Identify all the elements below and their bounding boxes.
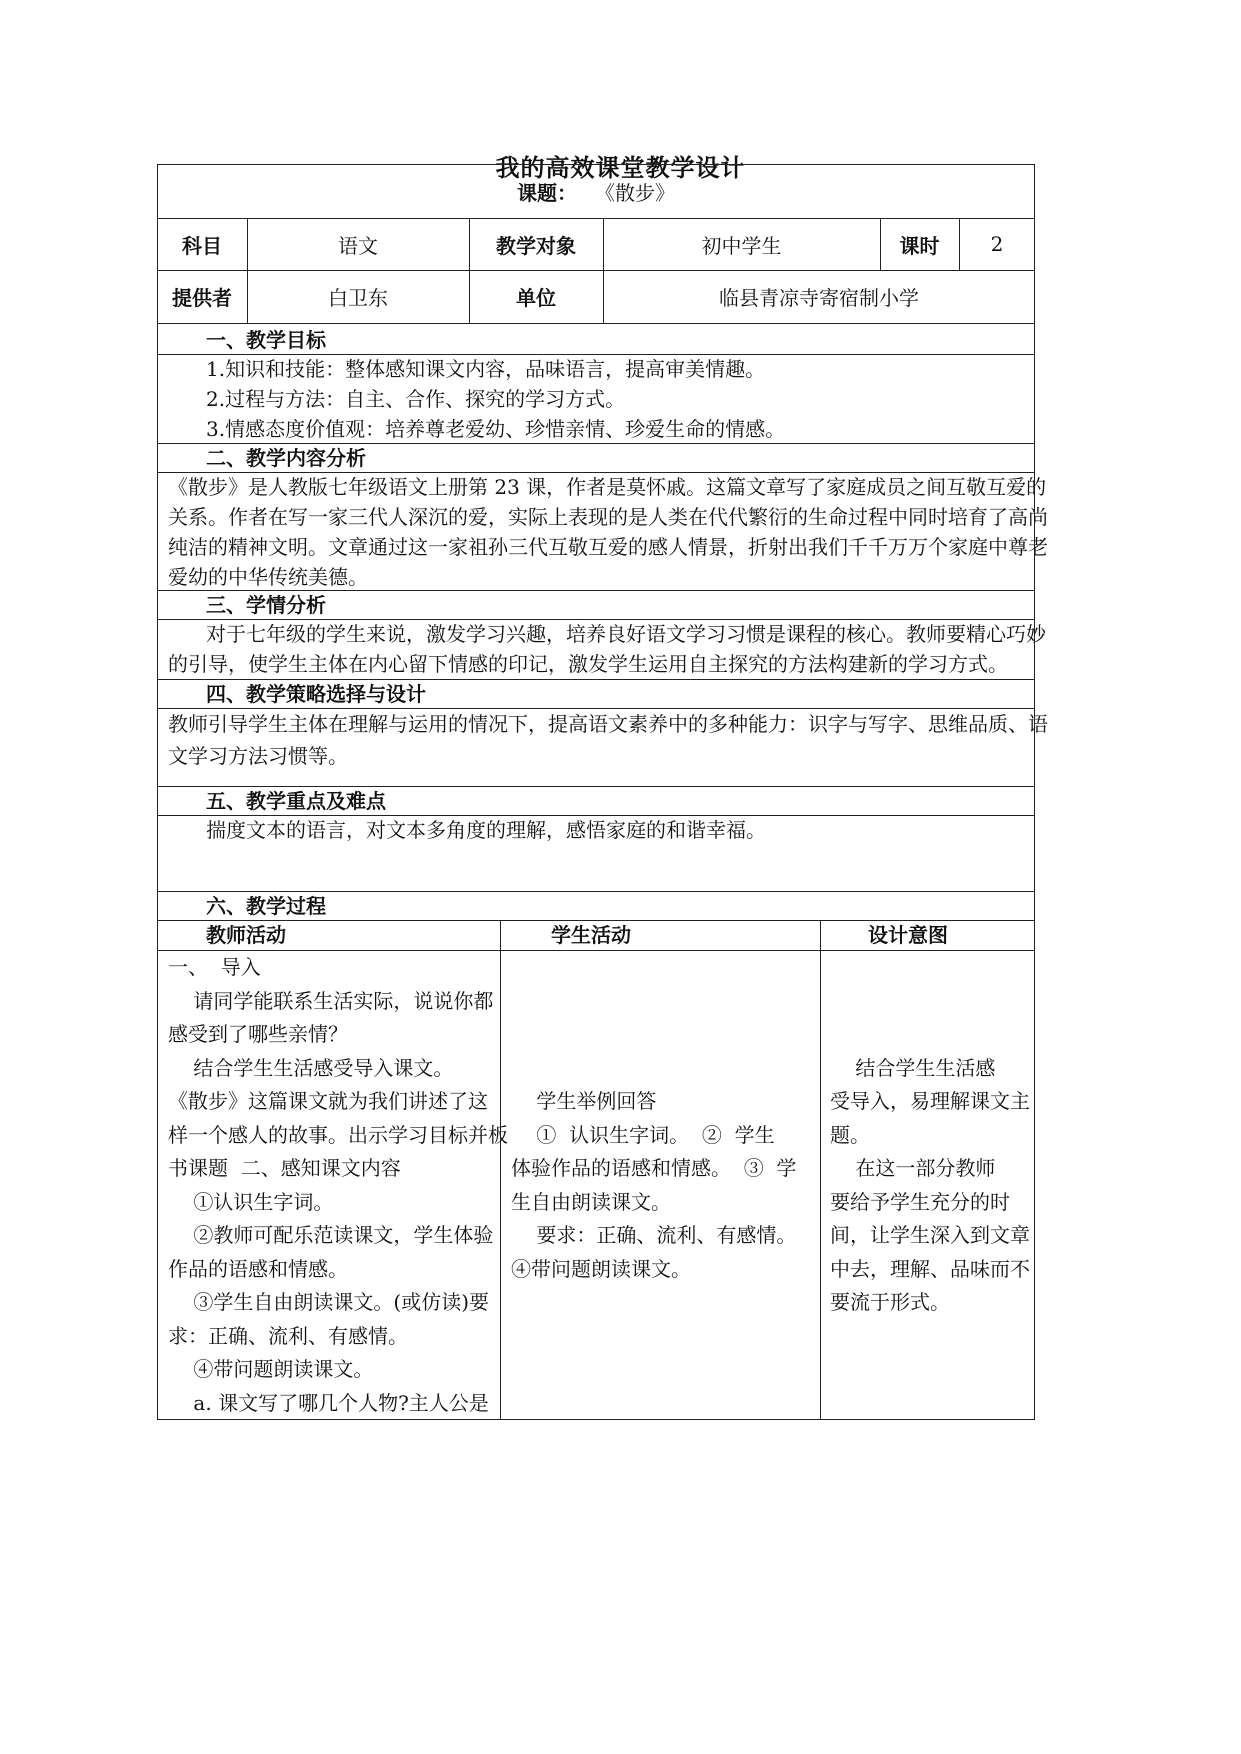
- process-line: [511, 1052, 816, 1086]
- process-line: 受导入，易理解课文主: [830, 1089, 1030, 1113]
- process-line: 在这一部分教师: [830, 1156, 996, 1180]
- process-heading: 六、教学过程: [206, 894, 326, 918]
- unit-label: 单位: [516, 286, 556, 310]
- document-title: 我的高效课堂教学设计: [495, 153, 746, 182]
- provider-label: 提供者: [172, 286, 232, 310]
- process-line: 作品的语感和情感。: [168, 1256, 348, 1281]
- process-line: ③学生自由朗读课文。(或仿读)要: [168, 1290, 490, 1314]
- goal-item: 2.过程与方法：自主、合作、探究的学习方式。: [206, 387, 626, 411]
- goals-heading: 一、教学目标: [206, 328, 326, 352]
- col-teacher-header: 教师活动: [206, 923, 286, 947]
- process-line: 中去，理解、品味而不: [830, 1256, 1030, 1281]
- process-line: 书课题 二、感知课文内容: [168, 1156, 401, 1180]
- process-line: 间，让学生深入到文章: [830, 1223, 1030, 1247]
- content-heading: 二、教学内容分析: [206, 446, 366, 470]
- text-line: 文学习方法习惯等。: [168, 744, 348, 768]
- content-text: [168, 472, 1048, 592]
- keypoints-text: 揣度文本的语言，对文本多角度的理解，感悟家庭的和谐幸福。: [206, 818, 766, 842]
- teacher-activity-column: [168, 951, 508, 1420]
- process-line: 一、 导入: [168, 955, 261, 979]
- student-activity-column: [511, 951, 816, 1286]
- goal-item: 1.知识和技能：整体感知课文内容，品味语言，提高审美情趣。: [206, 357, 766, 381]
- process-line: ④带问题朗读课文。: [168, 1357, 374, 1381]
- process-line: 要流于形式。: [830, 1290, 950, 1314]
- strategy-heading: 四、教学策略选择与设计: [206, 682, 426, 706]
- process-line: [511, 951, 816, 985]
- students-heading: 三、学情分析: [206, 593, 326, 617]
- subject-value: 语文: [338, 233, 378, 258]
- process-line: 要求：正确、流利、有感情。: [511, 1223, 797, 1247]
- process-line: 要给予学生充分的时: [830, 1189, 1010, 1214]
- process-line: 题。: [830, 1122, 870, 1147]
- process-line: ① 认识生字词。 ② 学生: [511, 1122, 775, 1147]
- process-line: 请同学能联系生活实际，说说你都: [168, 988, 494, 1013]
- hours-value: 2: [990, 232, 1004, 256]
- process-line: 样一个感人的故事。出示学习目标并板: [168, 1122, 508, 1147]
- col-intent-header: 设计意图: [868, 923, 948, 947]
- text-line: 的引导，使学生主体在内心留下情感的印记，激发学生运用自主探究的方法构建新的学习方式。: [168, 652, 1008, 676]
- process-line: 学生举例回答: [511, 1089, 657, 1113]
- process-line: a. 课文写了哪几个人物?主人公是: [168, 1390, 489, 1415]
- text-line: 对于七年级的学生来说，激发学习兴趣，培养良好语文学习习惯是课程的核心。教师要精心巧妙: [206, 622, 1046, 646]
- process-line: 《散步》这篇课文就为我们讲述了这: [168, 1089, 488, 1113]
- hours-label: 课时: [899, 233, 940, 258]
- audience-label: 教学对象: [496, 233, 576, 258]
- process-line: 求：正确、流利、有感情。: [168, 1323, 408, 1348]
- text-line: 《散步》是人教版七年级语文上册第 23 课，作者是莫怀戚。这篇文章写了家庭成员之间互敬互爱的: [168, 475, 1047, 499]
- process-line: ④带问题朗读课文。: [511, 1256, 691, 1281]
- process-line: ②教师可配乐范读课文，学生体验: [168, 1223, 494, 1247]
- topic-label: 课题：: [517, 180, 577, 205]
- col-student-header: 学生活动: [551, 923, 631, 947]
- process-line: [511, 985, 816, 1019]
- topic-row: [157, 164, 1035, 218]
- provider-value: 白卫东: [328, 286, 388, 310]
- students-text: [168, 619, 1046, 679]
- text-line: 教师引导学生主体在理解与运用的情况下，提高语文素养中的多种能力：识字与写字、思维品质、语: [168, 712, 1048, 736]
- goal-item: 3.情感态度价值观：培养尊老爱幼、珍惜亲情、珍爱生命的情感。: [206, 417, 786, 441]
- design-intent-column: [830, 951, 1030, 1320]
- process-line: 生自由朗读课文。: [511, 1189, 671, 1214]
- process-line: [830, 951, 1030, 985]
- topic-value: 《散步》: [595, 180, 675, 205]
- strategy-text: [168, 708, 1048, 772]
- text-line: 关系。作者在写一家三代人深沉的爱，实际上表现的是人类在代代繁衍的生命过程中同时培育了高尚: [168, 505, 1048, 529]
- text-line: 纯洁的精神文明。文章通过这一家祖孙三代互敬互爱的感人情景，折射出我们千千万万个家庭中尊老: [168, 535, 1048, 559]
- process-line: [511, 1018, 816, 1052]
- unit-value: 临县青凉寺寄宿制小学: [719, 286, 919, 310]
- process-line: 感受到了哪些亲情？: [168, 1022, 348, 1046]
- keypoints-heading: 五、教学重点及难点: [206, 789, 386, 813]
- process-line: 体验作品的语感和情感。 ③ 学: [511, 1156, 797, 1180]
- subject-label: 科目: [182, 233, 222, 258]
- text-line: 爱幼的中华传统美德。: [168, 565, 368, 589]
- process-line: [830, 1018, 1030, 1052]
- audience-value: 初中学生: [701, 233, 782, 258]
- process-line: [830, 985, 1030, 1019]
- goals-list: [206, 354, 1026, 444]
- process-line: 结合学生生活感受导入课文。: [168, 1055, 454, 1080]
- process-line: 结合学生生活感: [830, 1055, 996, 1080]
- process-line: ①认识生字词。: [168, 1189, 334, 1214]
